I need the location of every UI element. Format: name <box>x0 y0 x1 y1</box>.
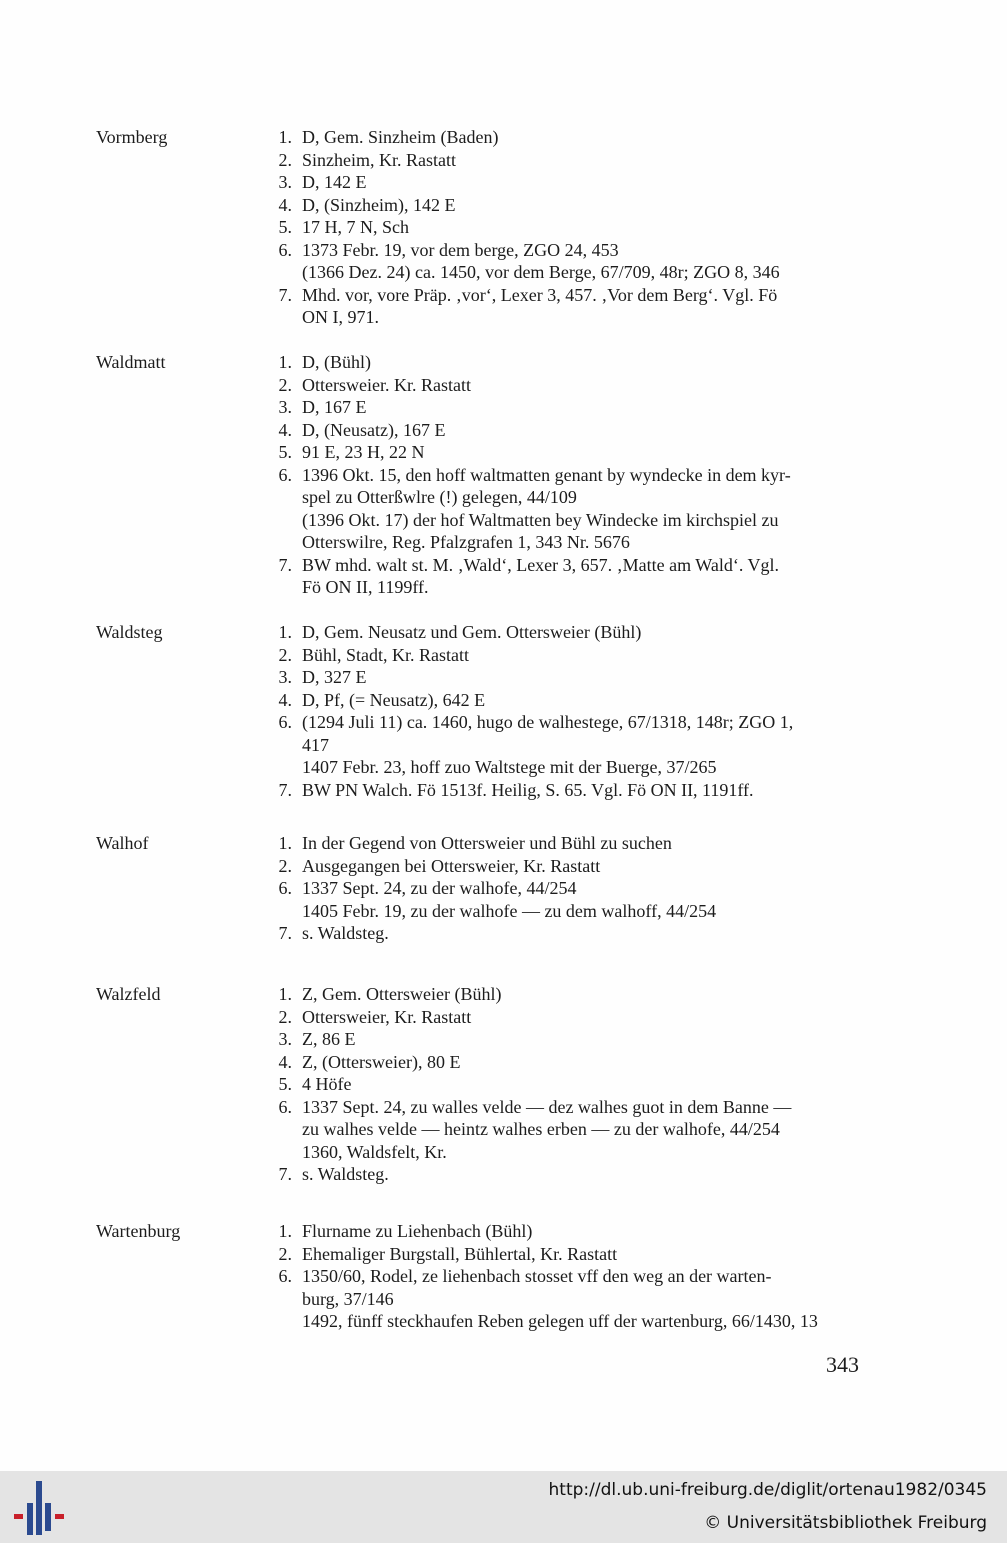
entry-items <box>270 832 870 945</box>
entry-item <box>270 194 870 217</box>
item-number: 4. <box>278 194 292 215</box>
entry-item <box>270 351 870 374</box>
entry-item <box>270 216 870 239</box>
entry-item <box>270 983 870 1006</box>
item-text-line: 1492, fünff steckhaufen Reben gelegen uff der wartenburg, 66/1430, 13 <box>302 1311 818 1331</box>
item-text-line: 1360, Waldsfelt, Kr. <box>302 1141 447 1162</box>
item-text-line: Ottersweier. Kr. Rastatt <box>302 374 471 395</box>
entry-item <box>270 1096 870 1164</box>
item-text-line: Sinzheim, Kr. Rastatt <box>302 149 456 170</box>
item-text-line: D, Pf, (= Neusatz), 642 E <box>302 689 486 710</box>
entry-item <box>270 284 870 329</box>
entry-item <box>270 779 870 802</box>
item-text-line: BW mhd. walt st. M. ‚Wald‘, Lexer 3, 657. ‚Matte am Wald‘. Vgl. <box>302 554 780 575</box>
item-text-line: 1337 Sept. 24, zu walles velde — dez walhes guot in dem Banne — <box>302 1096 792 1117</box>
entry-item <box>270 1051 870 1074</box>
entry-name: Vormberg <box>96 127 168 147</box>
entry-item <box>270 644 870 667</box>
entry-item <box>270 126 870 149</box>
entry-item <box>270 1028 870 1051</box>
entry-name: Waldsteg <box>96 622 163 642</box>
entry-item <box>270 374 870 397</box>
entry-item <box>270 666 870 689</box>
item-number: 5. <box>278 1074 292 1094</box>
entry-items <box>270 983 870 1186</box>
item-text-line: Z, (Ottersweier), 80 E <box>302 1051 461 1072</box>
item-text-line: Ehemaliger Burgstall, Bühlertal, Kr. Rastatt <box>302 1243 618 1264</box>
item-number: 7. <box>278 554 292 575</box>
item-number: 5. <box>278 442 292 462</box>
item-number: 3. <box>278 172 292 192</box>
entry-item <box>270 441 870 464</box>
entry-item <box>270 855 870 878</box>
entry-item <box>270 1006 870 1029</box>
item-text-line: D, Gem. Neusatz und Gem. Ottersweier (Bühl) <box>302 622 642 642</box>
entry-item <box>270 464 870 554</box>
footer-url-link[interactable]: http://dl.ub.uni-freiburg.de/diglit/ortenau1982/0345 <box>548 1480 987 1500</box>
entry-item <box>270 1265 870 1333</box>
item-number: 6. <box>278 239 292 260</box>
item-text-line: Ottersweier, Kr. Rastatt <box>302 1006 472 1027</box>
item-number: 6. <box>278 1266 292 1286</box>
entry-items <box>270 621 870 801</box>
entry-item <box>270 1163 870 1186</box>
item-number: 2. <box>278 855 292 876</box>
item-text-line: 1337 Sept. 24, zu der walhofe, 44/254 <box>302 878 577 898</box>
item-number: 1. <box>278 833 292 853</box>
entry-items <box>270 351 870 599</box>
item-text-line: s. Waldsteg. <box>302 1164 389 1184</box>
item-text-line: Z, 86 E <box>302 1029 356 1049</box>
entry-name: Waldmatt <box>96 352 166 372</box>
item-number: 2. <box>278 1243 292 1264</box>
item-text-line: In der Gegend von Ottersweier und Bühl zu suchen <box>302 833 672 853</box>
item-text-line: 4 Höfe <box>302 1074 352 1094</box>
item-text-line: s. Waldsteg. <box>302 923 389 943</box>
item-text-line: D, (Sinzheim), 142 E <box>302 194 456 215</box>
item-number: 6. <box>278 464 292 485</box>
item-text-line: zu walhes velde — heintz walhes erben — zu der walhofe, 44/254 <box>302 1119 780 1139</box>
item-text-line: 91 E, 23 H, 22 N <box>302 442 425 462</box>
item-text-line: (1366 Dez. 24) ca. 1450, vor dem Berge, 67/709, 48r; ZGO 8, 346 <box>302 262 780 282</box>
entry-item <box>270 396 870 419</box>
entry-items <box>270 126 870 329</box>
entry-item <box>270 1243 870 1266</box>
item-text-line: D, Gem. Sinzheim (Baden) <box>302 127 499 147</box>
item-number: 4. <box>278 689 292 710</box>
entry-name: Walzfeld <box>96 984 161 1004</box>
item-number: 7. <box>278 1164 292 1184</box>
item-number: 1. <box>278 127 292 147</box>
footer-copyright: © Universitätsbibliothek Freiburg <box>704 1513 987 1533</box>
entry-item <box>270 689 870 712</box>
entry-item <box>270 922 870 945</box>
item-text-line: ON I, 971. <box>302 307 379 327</box>
item-number: 1. <box>278 984 292 1004</box>
entry-item <box>270 832 870 855</box>
item-text-line: (1396 Okt. 17) der hof Waltmatten bey Windecke im kirchspiel zu <box>302 509 779 530</box>
item-text-line: D, (Bühl) <box>302 352 371 372</box>
item-number: 3. <box>278 1029 292 1049</box>
entry-item <box>270 419 870 442</box>
item-text-line: spel zu Otterßwlre (!) gelegen, 44/109 <box>302 487 577 507</box>
item-number: 6. <box>278 712 292 732</box>
item-number: 7. <box>278 284 292 305</box>
item-number: 2. <box>278 374 292 395</box>
item-number: 4. <box>278 419 292 440</box>
item-number: 6. <box>278 878 292 898</box>
item-text-line: Ausgegangen bei Ottersweier, Kr. Rastatt <box>302 855 601 876</box>
item-text-line: D, (Neusatz), 167 E <box>302 419 446 440</box>
entry-item <box>270 171 870 194</box>
item-text-line: 1407 Febr. 23, hoff zuo Waltstege mit der Buerge, 37/265 <box>302 757 717 777</box>
entry-item <box>270 1220 870 1243</box>
item-text-line: Bühl, Stadt, Kr. Rastatt <box>302 644 470 665</box>
item-number: 1. <box>278 1221 292 1241</box>
item-number: 2. <box>278 149 292 170</box>
entry-item <box>270 149 870 172</box>
item-text-line: burg, 37/146 <box>302 1288 394 1309</box>
item-number: 6. <box>278 1096 292 1117</box>
item-text-line: 1373 Febr. 19, vor dem berge, ZGO 24, 453 <box>302 239 619 260</box>
entry-item <box>270 711 870 779</box>
item-text-line: 417 <box>302 734 329 755</box>
item-text-line: D, 142 E <box>302 172 367 192</box>
entry-item <box>270 1073 870 1096</box>
entry-items <box>270 1220 870 1333</box>
item-text-line: D, 167 E <box>302 397 367 417</box>
item-text-line: 1396 Okt. 15, den hoff waltmatten genant by wyndecke in dem kyr- <box>302 464 791 485</box>
item-number: 3. <box>278 397 292 417</box>
item-text-line: Otterswilre, Reg. Pfalzgrafen 1, 343 Nr. 5676 <box>302 532 630 552</box>
item-text-line: 17 H, 7 N, Sch <box>302 217 409 237</box>
item-text-line: Flurname zu Liehenbach (Bühl) <box>302 1221 533 1241</box>
item-number: 1. <box>278 352 292 372</box>
item-text-line: Fö ON II, 1199ff. <box>302 577 429 597</box>
entry-name: Wartenburg <box>96 1221 181 1241</box>
item-text-line: Z, Gem. Ottersweier (Bühl) <box>302 984 502 1004</box>
item-text-line: 1405 Febr. 19, zu der walhofe — zu dem walhoff, 44/254 <box>302 900 717 921</box>
item-number: 2. <box>278 644 292 665</box>
item-number: 7. <box>278 923 292 943</box>
item-number: 7. <box>278 779 292 800</box>
entry-item <box>270 239 870 284</box>
entry-name: Walhof <box>96 833 149 853</box>
item-number: 3. <box>278 667 292 687</box>
footer-bar <box>0 1471 1007 1543</box>
item-number: 5. <box>278 217 292 237</box>
item-text-line: D, 327 E <box>302 667 367 687</box>
item-number: 4. <box>278 1051 292 1072</box>
entry-item <box>270 554 870 599</box>
entry-item <box>270 877 870 922</box>
item-text-line: BW PN Walch. Fö 1513f. Heilig, S. 65. Vgl. Fö ON II, 1191ff. <box>302 779 754 800</box>
item-number: 2. <box>278 1006 292 1027</box>
page-number: 343 <box>826 1352 859 1377</box>
item-number: 1. <box>278 622 292 642</box>
library-logo-icon <box>14 1481 64 1535</box>
entry-item <box>270 621 870 644</box>
item-text-line: 1350/60, Rodel, ze liehenbach stosset vff den weg an der warten- <box>302 1266 772 1286</box>
item-text-line: Mhd. vor, vore Präp. ‚vor‘, Lexer 3, 457. ‚Vor dem Berg‘. Vgl. Fö <box>302 284 778 305</box>
item-text-line: (1294 Juli 11) ca. 1460, hugo de walhestege, 67/1318, 148r; ZGO 1, <box>302 712 794 732</box>
